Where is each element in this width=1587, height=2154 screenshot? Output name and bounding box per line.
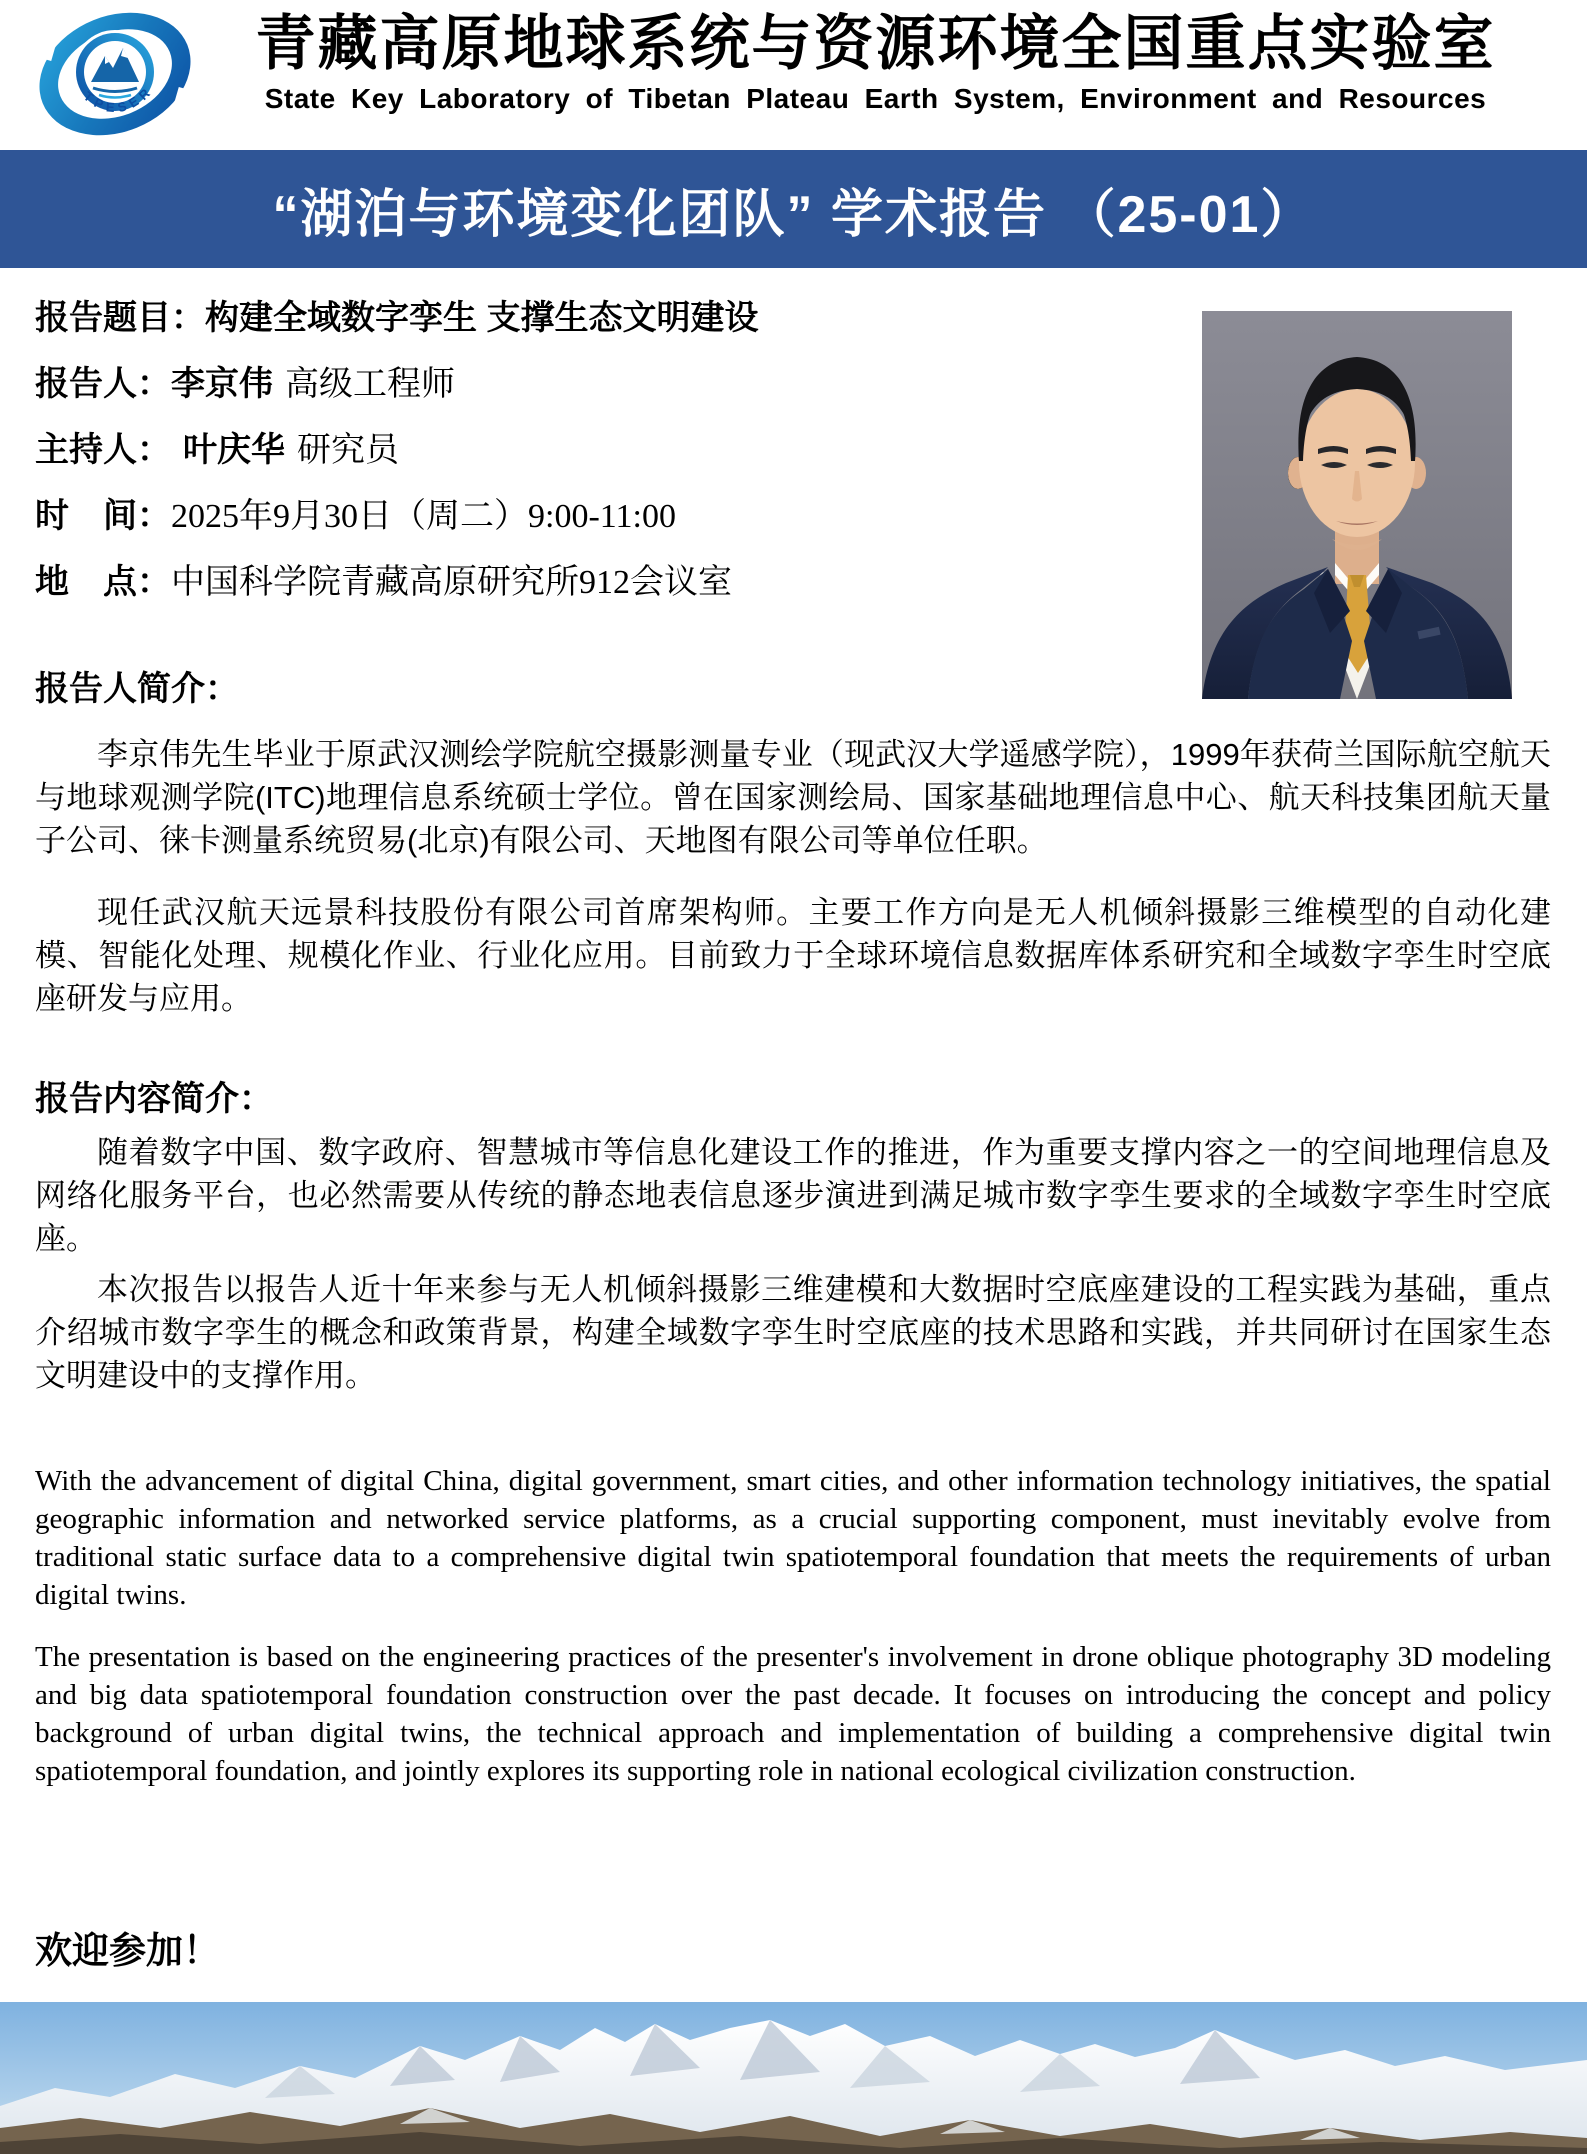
abstract-heading: 报告内容简介： xyxy=(35,1080,273,1118)
header-titles xyxy=(200,12,1551,115)
lab-title-en: State Key Laboratory of Tibetan Plateau Earth System, Environment and Resources xyxy=(264,83,1487,114)
venue-value: 中国科学院青藏高原研究所912会议室 xyxy=(171,564,732,601)
speaker-label: 报告人： xyxy=(35,365,171,403)
abstract-paragraph-1: 随着数字中国、数字政府、智慧城市等信息化建设工作的推进，作为重要支撑内容之一的空间地理信息及网络化服务平台，也必然需要从传统的静态地表信息逐步演进到满足城市数字孪生要求的全域数字孪生时空底座。 xyxy=(35,1135,1551,1256)
host-title: 研究员 xyxy=(297,431,399,469)
host-name: 叶庆华 xyxy=(183,431,285,469)
time-label: 时 间： xyxy=(35,497,171,535)
venue-label: 地 点： xyxy=(35,563,171,601)
host-label: 主持人： xyxy=(35,431,171,469)
title-label: 报告题目： xyxy=(35,299,205,337)
closing-invitation: 欢迎参加！ xyxy=(35,1930,220,1971)
abstract-en-paragraph-2: The presentation is based on the engineering practices of the presenter's involvement in drone oblique photography 3D modeling and big data spatiotemporal foundation construction over the past decade. It focuses on introducing the concept and policy background of urban digital twins, the technical approach and implementation of building a comprehensive digital twin spatiotemporal foundation, and jointly explores its supporting role in national ecological civilization construction. xyxy=(35,1641,1551,1787)
bio-paragraph-2: 现任武汉航天远景科技股份有限公司首席架构师。主要工作方向是无人机倾斜摄影三维模型的自动化建模、智能化处理、规模化作业、行业化应用。目前致力于全球环境信息数据库体系研究和全域数字孪生时空底座研发与应用。 xyxy=(35,895,1551,1016)
mountain-panorama-image xyxy=(0,2002,1587,2154)
speaker-name: 李京伟 xyxy=(171,365,273,403)
speaker-portrait-photo xyxy=(1202,311,1512,699)
logo-abbr-text: TPESER xyxy=(80,82,157,116)
speaker-title: 高级工程师 xyxy=(285,365,455,403)
seminar-banner xyxy=(0,150,1587,268)
meta-row-speaker xyxy=(35,366,1175,403)
tpeser-logo-icon xyxy=(33,6,197,142)
meta-row-title xyxy=(35,300,1175,337)
meta-row-host xyxy=(35,432,1175,469)
header xyxy=(0,0,1587,150)
bio-paragraph-1: 李京伟先生毕业于原武汉测绘学院航空摄影测量专业（现武汉大学遥感学院），1999年获荷兰国际航空航天与地球观测学院(ITC)地理信息系统硕士学位。曾在国家测绘局、国家基础地理信息中心、航天科技集团航天量子公司、徕卡测量系统贸易(北京)有限公司、天地图有限公司等单位任职。 xyxy=(35,737,1551,858)
time-value: 2025年9月30日（周二）9:00-11:00 xyxy=(171,498,676,535)
abstract-en-paragraph-1: With the advancement of digital China, digital government, smart cities, and other information technology initiatives, the spatial geographic information and networked service platforms, as a crucial supporting component, must inevitably evolve from traditional static surface data to a comprehensive digital twin spatiotemporal foundation that meets the requirements of urban digital twins. xyxy=(35,1465,1551,1611)
seminar-banner-title: “湖泊与环境变化团队” 学术报告 （25-01） xyxy=(272,185,1315,244)
title-value: 构建全域数字孪生 支撑生态文明建设 xyxy=(205,299,759,337)
meta-row-venue xyxy=(35,564,1175,601)
seminar-meta xyxy=(35,300,1175,630)
bio-heading: 报告人简介： xyxy=(35,670,239,708)
meta-row-time xyxy=(35,498,1175,535)
abstract-paragraph-2: 本次报告以报告人近十年来参与无人机倾斜摄影三维建模和大数据时空底座建设的工程实践为基础，重点介绍城市数字孪生的概念和政策背景，构建全域数字孪生时空底座的技术思路和实践，并共同研讨在国家生态文明建设中的支撑作用。 xyxy=(35,1272,1551,1393)
lab-title-cn: 青藏高原地球系统与资源环境全国重点实验室 xyxy=(255,10,1496,77)
